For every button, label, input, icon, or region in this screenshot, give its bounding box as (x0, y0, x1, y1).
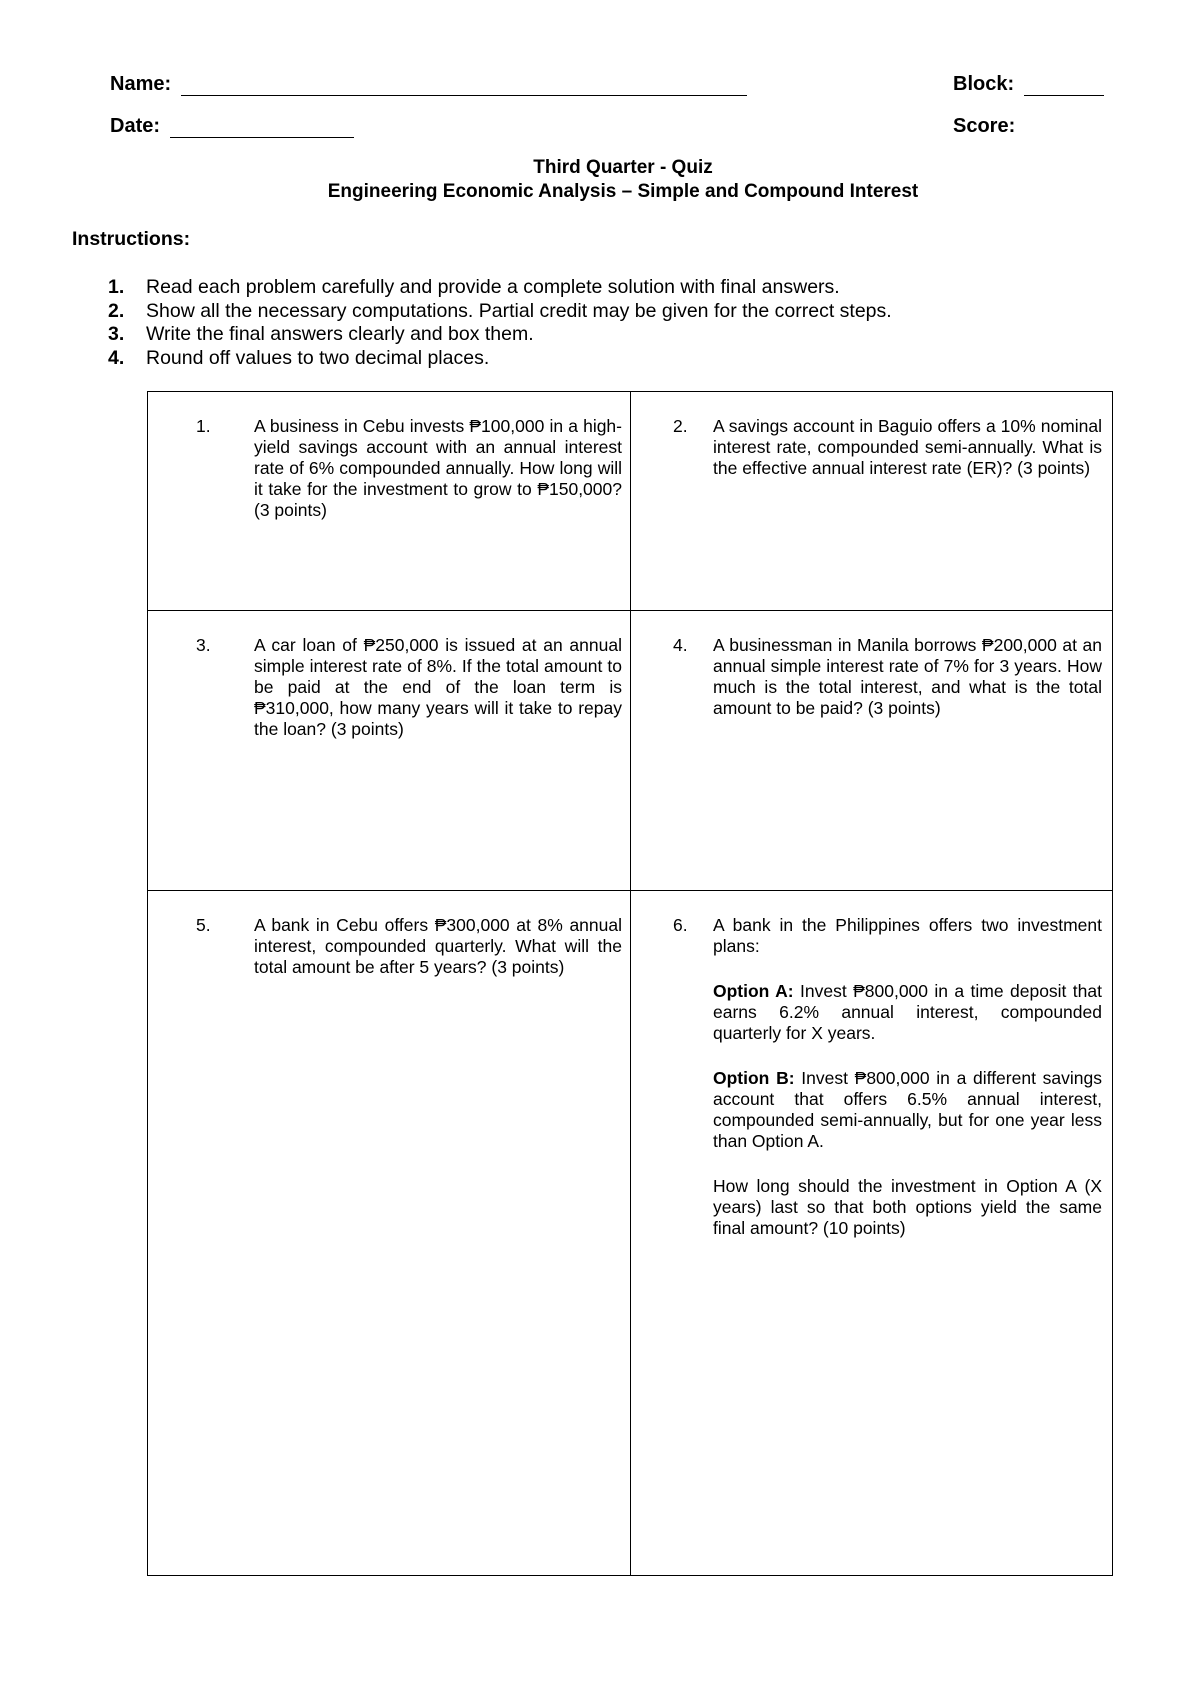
problem-number: 4. (673, 635, 688, 655)
option-a-text: Invest ₱800,000 in a time deposit that earns 6.2% annual interest, compounded quarterly for X years. (713, 981, 1103, 1043)
name-blank[interactable] (181, 75, 747, 96)
quiz-title: Third Quarter - Quiz (533, 157, 713, 178)
date-blank[interactable] (170, 117, 354, 138)
problem-cell-4[interactable] (631, 611, 1112, 891)
problem-cell-1[interactable] (148, 392, 631, 611)
option-a-label: Option A: (713, 981, 794, 1001)
block-blank[interactable] (1024, 75, 1104, 96)
problem-text: A bank in Cebu offers ₱300,000 at 8% annual interest, compounded quarterly. What will the total amount be after 5 years? (3 points) (254, 915, 622, 977)
name-label: Name: (110, 73, 172, 95)
problem-number: 5. (196, 915, 211, 935)
problem-text: A businessman in Manila borrows ₱200,000 at an annual simple interest rate of 7% for 3 years. How much is the total interest, and what is the total amount to be paid? (3 points) (713, 635, 1102, 718)
instruction-item: 2. Show all the necessary computations. Partial credit may be given for the correct steps. (108, 299, 892, 322)
instruction-item: 1. Read each problem carefully and provide a complete solution with final answers. (108, 276, 840, 298)
problem-cell-5[interactable] (148, 891, 631, 1575)
problem-text: A business in Cebu invests ₱100,000 in a high-yield savings account with an annual interest rate of 6% compounded annually. How long will it take for the investment to grow to ₱150,000? (3 points) (254, 416, 622, 520)
block-field[interactable] (953, 72, 1104, 96)
quiz-subtitle: Engineering Economic Analysis – Simple and Compound Interest (327, 181, 919, 202)
problem-text: A savings account in Baguio offers a 10% nominal interest rate, compounded semi-annually. What is the effective annual interest rate (ER)? (3 points) (713, 416, 1102, 478)
option-b (713, 1068, 1102, 1152)
problem-cell-2[interactable] (631, 392, 1112, 611)
problem-text: A car loan of ₱250,000 is issued at an annual simple interest rate of 8%. If the total amount to be paid at the end of the loan term is ₱310,000, how many years will it take to repay the loan? (3 points) (254, 635, 622, 739)
problem-number: 6. (673, 915, 688, 935)
problem-number: 1. (196, 416, 211, 436)
problem-number: 3. (196, 635, 211, 655)
option-a (713, 981, 1102, 1044)
name-field[interactable] (110, 72, 747, 96)
problem-6-question: How long should the investment in Option A (X years) last so that both options yield the same final amount? (10 points) (713, 1176, 1102, 1238)
score-label: Score: (953, 115, 1016, 137)
problems-table (147, 391, 1113, 1576)
date-field[interactable] (110, 114, 354, 138)
date-label: Date: (110, 115, 161, 137)
problem-6-intro: A bank in the Philippines offers two investment plans: (713, 915, 1102, 956)
problem-number: 2. (673, 416, 688, 436)
problem-cell-3[interactable] (148, 611, 631, 891)
option-b-text: Invest ₱800,000 in a different savings account that offers 6.5% annual interest, compounded semi-annually, but for one year less than Option A. (713, 1068, 1102, 1151)
score-field (953, 114, 1015, 138)
instructions-heading: Instructions: (72, 228, 191, 250)
instruction-item: 4. Round off values to two decimal places. (108, 346, 490, 369)
instructions-list (108, 276, 892, 370)
problem-text (713, 915, 1102, 1239)
block-label: Block: (953, 73, 1015, 95)
instruction-item: 3. Write the final answers clearly and box them. (108, 323, 534, 345)
option-b-label: Option B: (713, 1068, 795, 1088)
problem-cell-6[interactable] (631, 891, 1112, 1575)
